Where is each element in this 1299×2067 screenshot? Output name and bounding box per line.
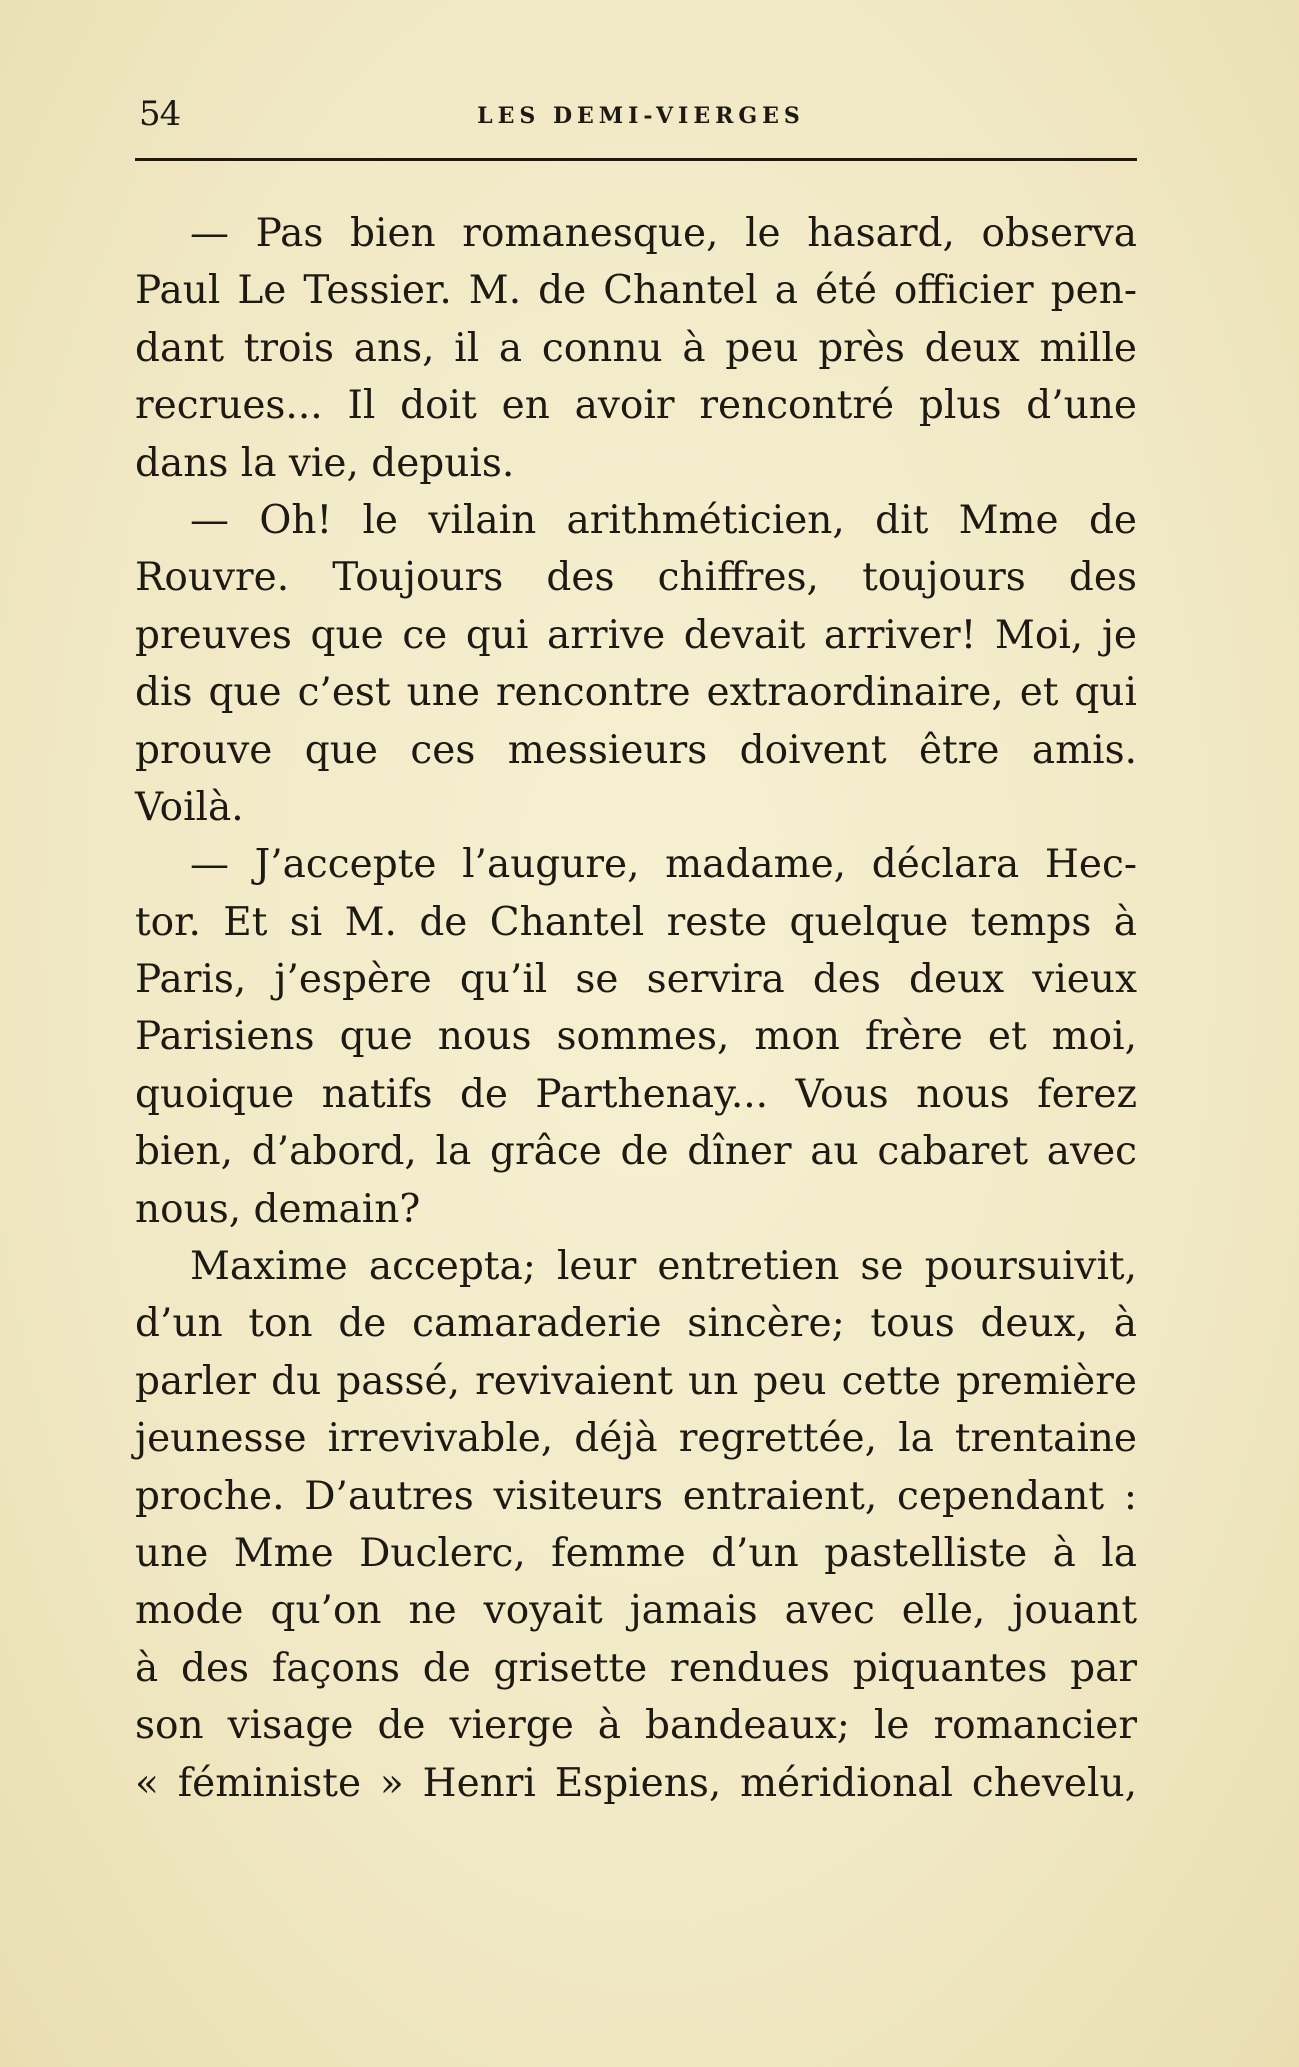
page-number: 54 [139,94,181,134]
text-line: Rouvre. Toujours des chiffres, toujours des [135,555,1137,601]
text-line: dans la vie, depuis. [135,440,515,486]
text-line: Maxime accepta; leur entretien se poursuivit, [190,1244,1137,1290]
text-line: Paul Le Tessier. M. de Chantel a été officier pen- [135,268,1137,314]
text-line: nous, demain? [135,1186,421,1232]
text-line: — J’accepte l’augure, madame, déclara Hec- [190,842,1137,888]
text-line: d’un ton de camaraderie sincère; tous deux, à [135,1301,1137,1347]
text-line: une Mme Duclerc, femme d’un pastelliste à la [135,1530,1137,1576]
text-line: prouve que ces messieurs doivent être amis. [135,727,1137,773]
text-line: son visage de vierge à bandeaux; le romancier [135,1703,1137,1749]
header-rule [135,158,1137,161]
text-line: mode qu’on ne voyait jamais avec elle, jouant [135,1588,1137,1634]
text-line: à des façons de grisette rendues piquantes par [135,1645,1137,1691]
text-line: preuves que ce qui arrive devait arriver! Moi, je [135,612,1137,658]
text-line: dis que c’est une rencontre extraordinaire, et qui [135,670,1137,716]
body-text [135,205,1137,1812]
running-title: LES DEMI-VIERGES [477,103,805,129]
text-line: tor. Et si M. de Chantel reste quelque temps à [135,899,1137,945]
text-line: jeunesse irrevivable, déjà regrettée, la trentaine [135,1416,1137,1462]
text-line: Paris, j’espère qu’il se servira des deux vieux [135,957,1137,1003]
text-line: Parisiens que nous sommes, mon frère et moi, [135,1014,1137,1060]
text-line: Voilà. [135,784,244,830]
text-line: proche. D’autres visiteurs entraient, cependant : [135,1473,1137,1519]
text-line: quoique natifs de Parthenay... Vous nous ferez [135,1071,1137,1117]
text-line: bien, d’abord, la grâce de dîner au cabaret avec [135,1129,1137,1175]
text-line: parler du passé, revivaient un peu cette première [135,1358,1137,1404]
page-header [135,88,1137,138]
text-line: dant trois ans, il a connu à peu près deux mille [135,325,1137,371]
text-line: — Oh! le vilain arithméticien, dit Mme de [190,497,1137,543]
text-line: — Pas bien romanesque, le hasard, observa [190,211,1137,256]
text-line: « féministe » Henri Espiens, méridional chevelu, [135,1760,1137,1806]
text-line: recrues... Il doit en avoir rencontré plus d’une [135,383,1137,429]
